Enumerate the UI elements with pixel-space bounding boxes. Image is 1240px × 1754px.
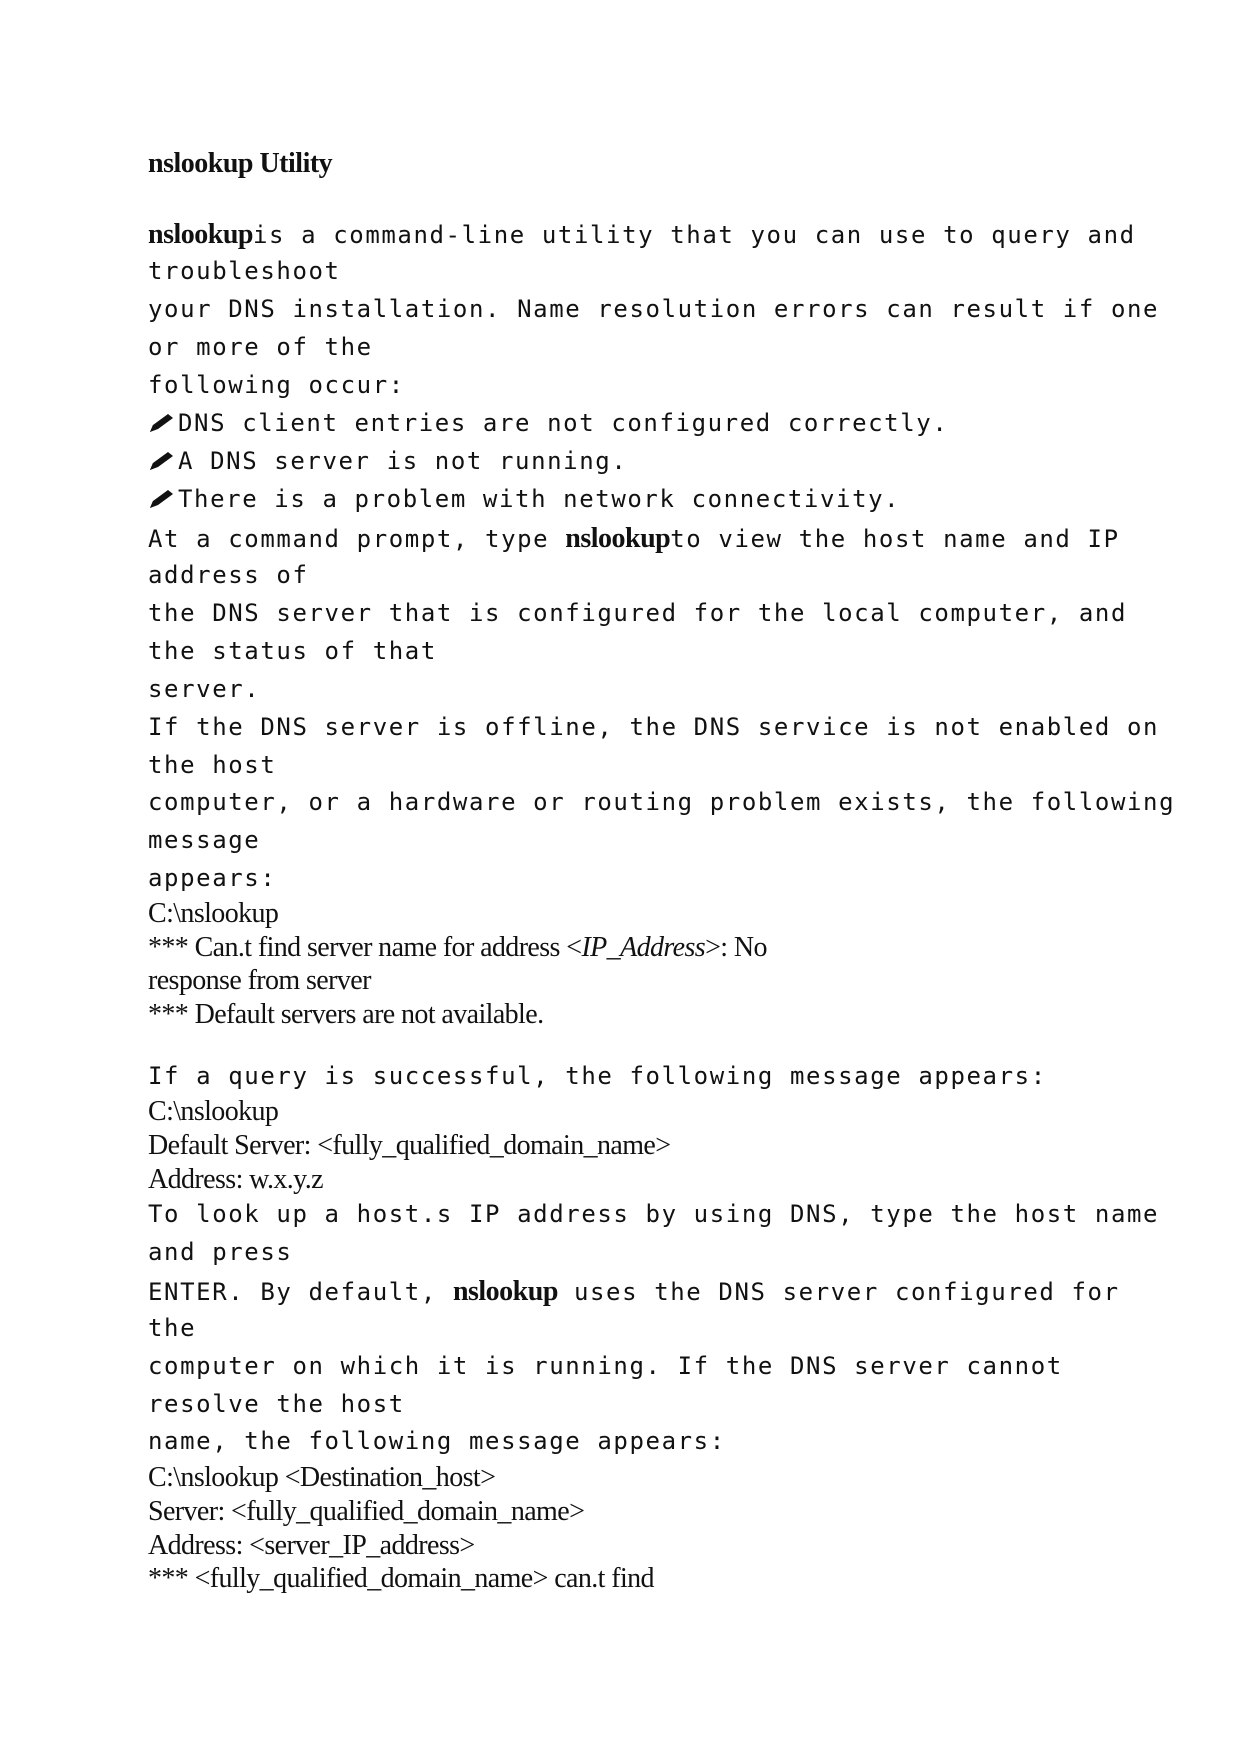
bullet-item: There is a problem with network connectivity. [148, 485, 900, 513]
p4-line-1: If a query is successful, the following message appears: [148, 1062, 1047, 1090]
p2-line-4: the status of that [148, 637, 437, 665]
bullet-item: DNS client entries are not configured correctly. [148, 409, 948, 437]
code1-line-1: C:\nslookup [148, 898, 279, 929]
p5-line-5: computer on which it is running. If the DNS server cannot [148, 1352, 1063, 1380]
code2-line-1: C:\nslookup [148, 1096, 279, 1127]
p5-line-2: and press [148, 1238, 293, 1266]
nslookup-command: nslookup [565, 523, 671, 554]
code3-line-2: Server: <fully_qualified_domain_name> [148, 1496, 585, 1527]
page-title: nslookup Utility [148, 148, 333, 179]
p5-line-6: resolve the host [148, 1390, 405, 1418]
code2-line-2: Default Server: <fully_qualified_domain_name> [148, 1130, 671, 1161]
p2-line-1: At a command prompt, type nslookupto view the host name and IP [148, 523, 1120, 554]
p5-line-4: the [148, 1314, 197, 1342]
p2-line-5: server. [148, 675, 261, 703]
code3-line-1: C:\nslookup <Destination_host> [148, 1462, 496, 1493]
code2-line-3: Address: w.x.y.z [148, 1164, 323, 1195]
p1-line-4: or more of the [148, 333, 373, 361]
code1-line-2: *** Can.t find server name for address <IP_Address>: No [148, 932, 767, 963]
nslookup-command: nslookup [148, 219, 253, 250]
p5-line-7: name, the following message appears: [148, 1427, 726, 1455]
p1-line-1: nslookupis a command-line utility that you can use to query and [148, 219, 1136, 250]
pencil-icon [148, 450, 178, 472]
p3-line-4: message [148, 826, 261, 854]
p3-line-3: computer, or a hardware or routing problem exists, the following [148, 788, 1176, 816]
p5-line-3: ENTER. By default, nslookup uses the DNS server configured for [148, 1276, 1120, 1307]
p1-line-2: troubleshoot [148, 257, 341, 285]
pencil-icon [148, 488, 178, 510]
p3-line-1: If the DNS server is offline, the DNS service is not enabled on [148, 713, 1160, 741]
bullet-item: A DNS server is not running. [148, 447, 627, 475]
p1-line-3: your DNS installation. Name resolution errors can result if one [148, 295, 1160, 323]
p3-line-5: appears: [148, 864, 277, 892]
p5-line-1: To look up a host.s IP address by using DNS, type the host name [148, 1200, 1160, 1228]
pencil-icon [148, 412, 178, 434]
code3-line-4: *** <fully_qualified_domain_name> can.t find [148, 1563, 654, 1594]
code1-line-3: response from server [148, 965, 371, 996]
p1-line-5: following occur: [148, 371, 405, 399]
code1-line-4: *** Default servers are not available. [148, 999, 544, 1030]
p3-line-2: the host [148, 751, 277, 779]
p2-line-2: address of [148, 561, 309, 589]
p2-line-3: the DNS server that is configured for the local computer, and [148, 599, 1128, 627]
code3-line-3: Address: <server_IP_address> [148, 1530, 475, 1561]
nslookup-command: nslookup [452, 1276, 558, 1307]
